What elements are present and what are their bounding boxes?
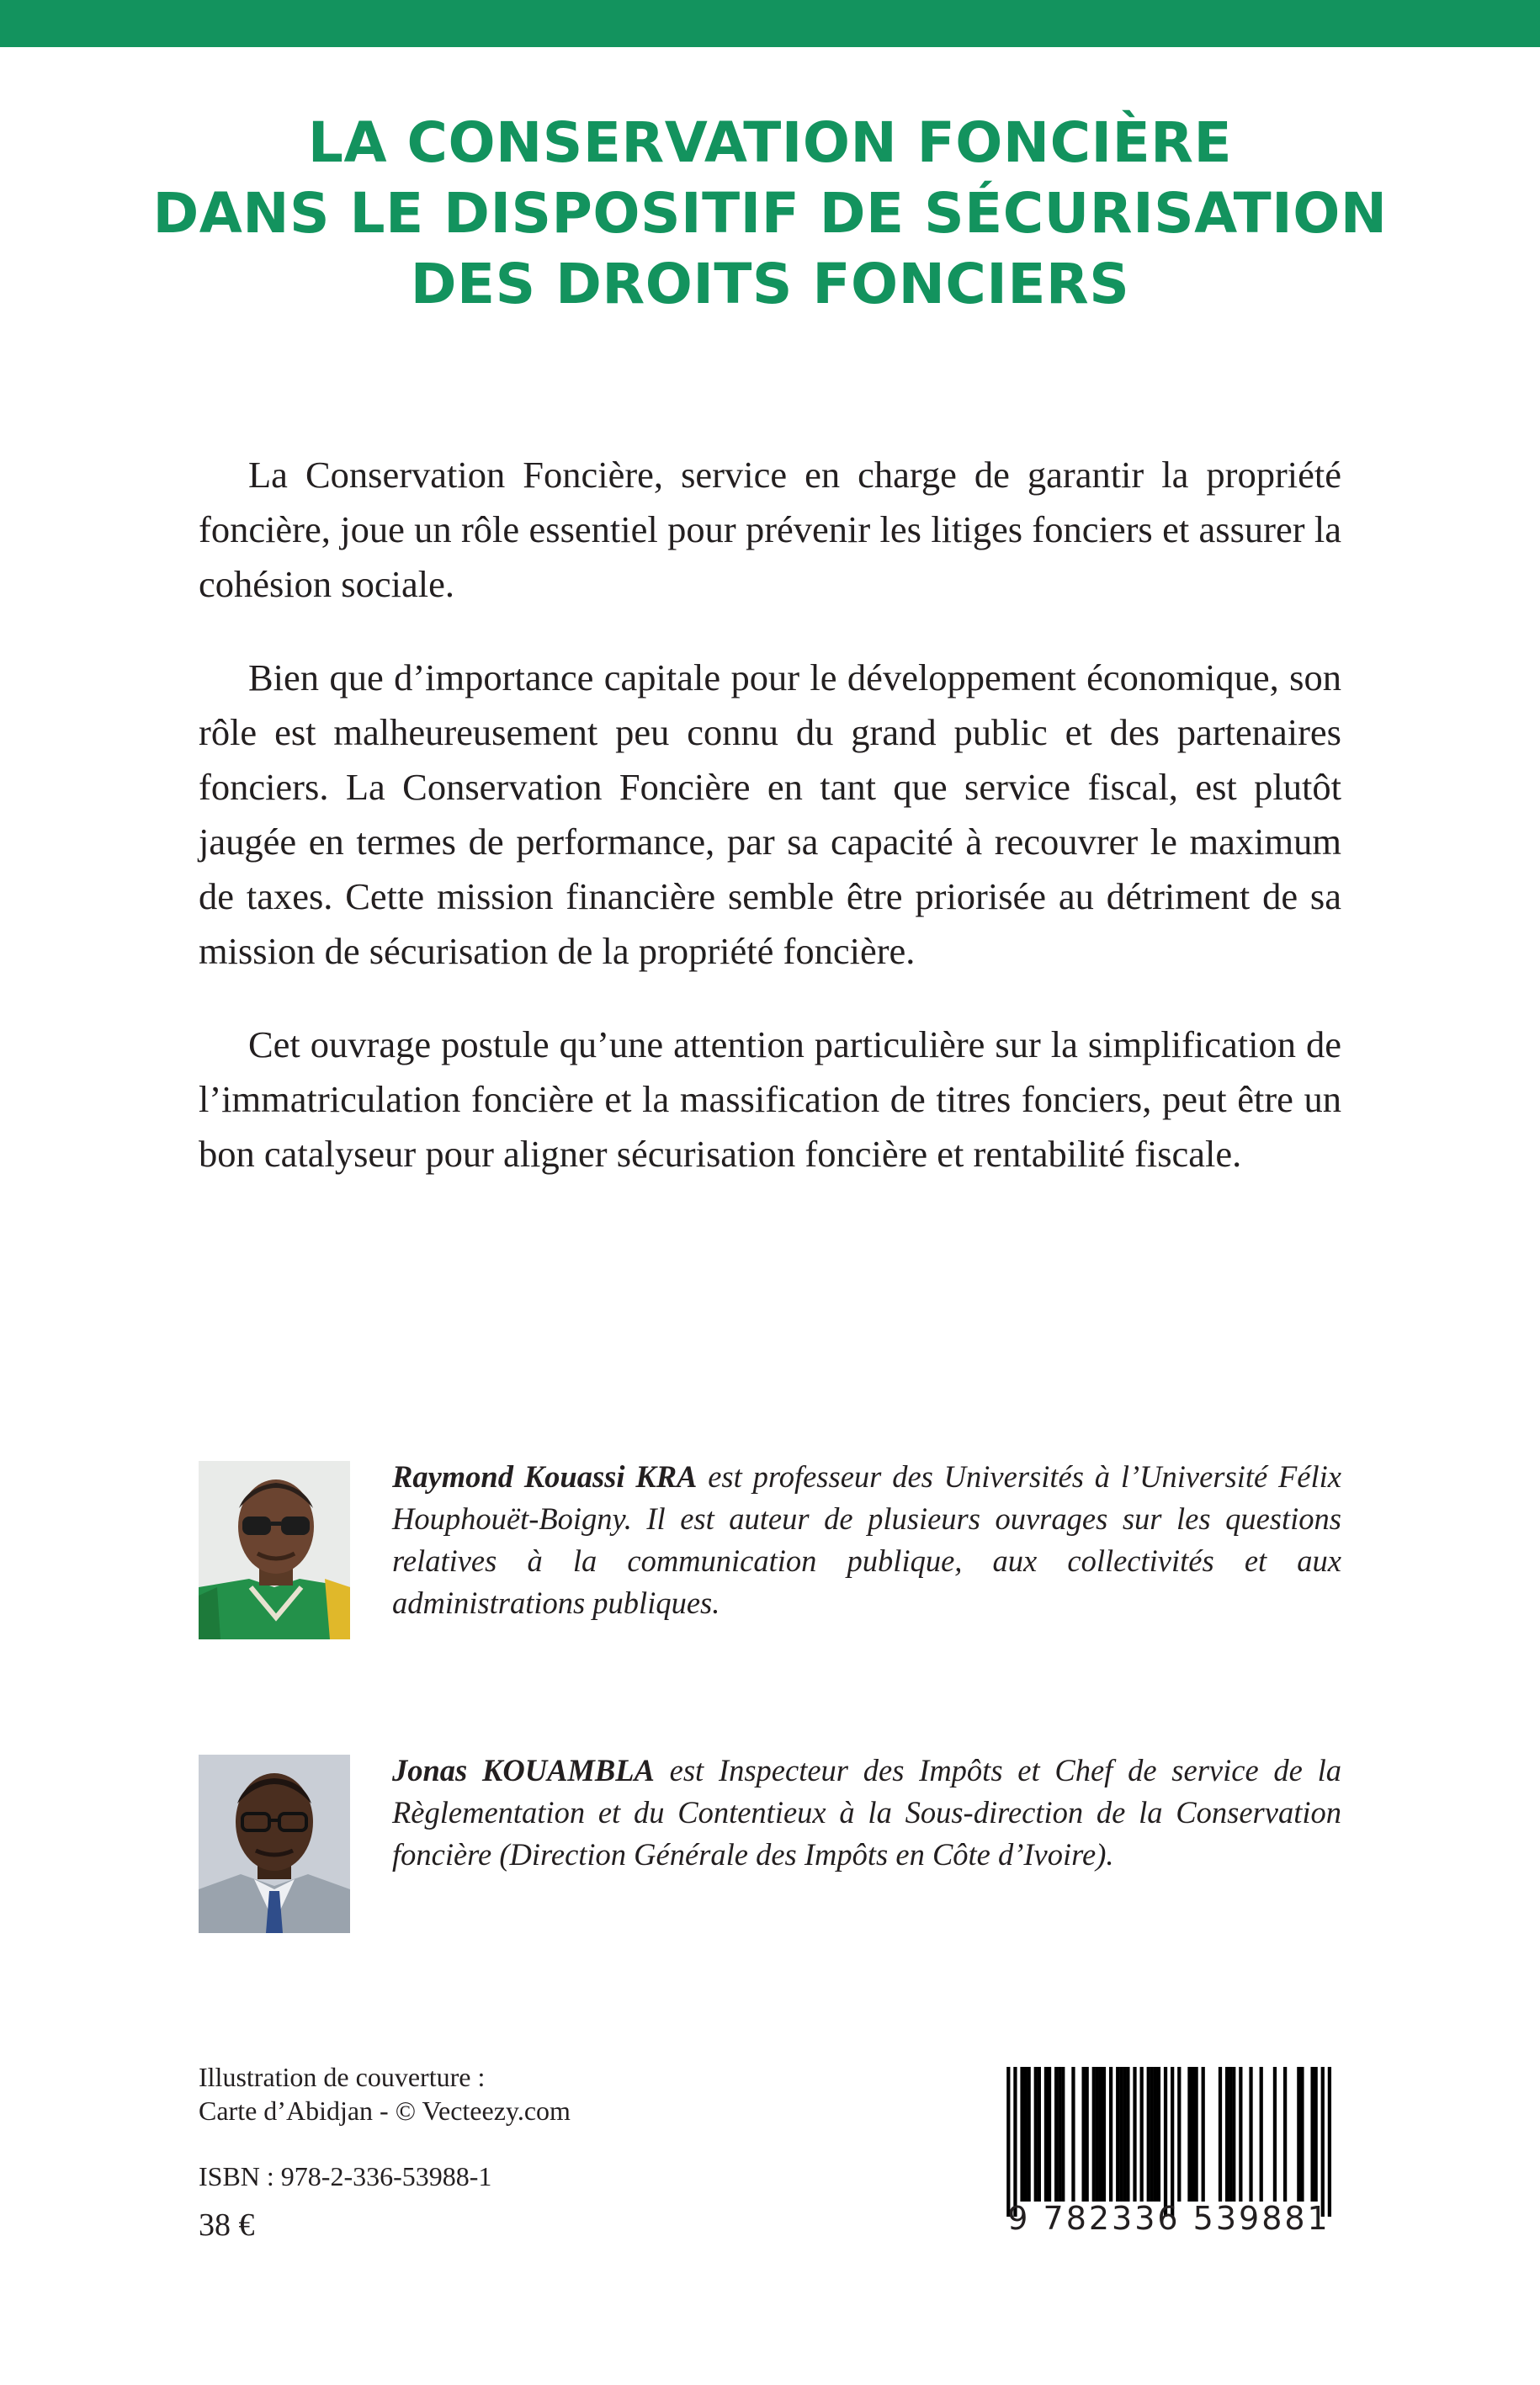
barcode-bar <box>1229 2067 1232 2202</box>
author-photo-2 <box>199 1755 350 1933</box>
author-bio-1 <box>392 1456 1341 1624</box>
author-photo-1 <box>199 1461 350 1639</box>
barcode-bar <box>1157 2067 1160 2202</box>
barcode-bar <box>1071 2067 1075 2202</box>
barcode-bar <box>1006 2067 1010 2217</box>
barcode-digits: 9 782336 539881 <box>1007 2200 1330 2237</box>
barcode-bar <box>1187 2067 1191 2202</box>
barcode-bar <box>1028 2067 1031 2202</box>
barcode-bar <box>1140 2067 1144 2202</box>
barcode-bar <box>1310 2067 1314 2202</box>
barcode-bar <box>1164 2067 1167 2217</box>
cover-illustration-credits <box>199 2060 571 2127</box>
barcode-bar <box>1038 2067 1041 2202</box>
barcode-bar <box>1219 2067 1222 2202</box>
barcode-bar <box>1321 2067 1325 2217</box>
author-portrait-2-image <box>199 1755 350 1933</box>
barcode-bar <box>1225 2067 1229 2202</box>
barcode-bar <box>1328 2067 1331 2217</box>
barcode-bar <box>1023 2067 1027 2202</box>
barcode-bar <box>1171 2067 1174 2217</box>
barcode-bar <box>1058 2067 1061 2202</box>
barcode-bar <box>1054 2067 1058 2202</box>
barcode-bar <box>1150 2067 1154 2202</box>
barcode-bar <box>1092 2067 1096 2202</box>
barcode-bar <box>1123 2067 1126 2202</box>
author-bio-2 <box>392 1750 1341 1876</box>
title-line-3: DES DROITS FONCIERS <box>410 252 1130 316</box>
barcode-bar <box>1099 2067 1102 2202</box>
book-title <box>0 108 1540 320</box>
barcode-bar <box>1119 2067 1123 2202</box>
blurb-paragraph-2: Bien que d’importance capitale pour le développement économique, son rôle est malheureusement peu connu du grand public et des partenaires fonciers. La Conservation Foncière en tant que service fiscal, est plutôt jaugée en termes de performance, par sa capacité à recouvrer le maximum de taxes. Cette mission financière semble être priorisée au détriment de sa mission de sécurisation de la propriété foncière. <box>199 656 1341 972</box>
title-line-1: LA CONSERVATION FONCIÈRE <box>307 110 1233 175</box>
barcode-bar <box>1283 2067 1287 2202</box>
barcode-bar <box>1086 2067 1089 2202</box>
barcode-bar <box>1273 2067 1277 2202</box>
barcode-bar <box>1109 2067 1113 2202</box>
author-bio-text-1: est professeur des Universités à l’Université Félix Houphouët-Boigny. Il est auteur de plusieurs ouvrages sur les questions relatives à la communication publique, aux collectivités et aux administrations publiques. <box>392 1459 1341 1620</box>
credits-line-2: Carte d’Abidjan - © Vecteezy.com <box>199 2096 571 2126</box>
barcode-bar <box>1133 2067 1136 2202</box>
barcode-bar <box>1048 2067 1051 2202</box>
isbn-barcode <box>996 2064 1341 2239</box>
barcode-bar <box>1297 2067 1300 2202</box>
barcode-bar <box>1081 2067 1085 2202</box>
back-cover-blurb <box>199 448 1341 1220</box>
barcode-bar <box>1232 2067 1235 2202</box>
barcode-bar <box>1102 2067 1106 2202</box>
barcode-bar <box>1177 2067 1181 2202</box>
barcode-bar <box>1061 2067 1065 2202</box>
barcode-bar <box>1260 2067 1263 2202</box>
top-color-band <box>0 0 1540 47</box>
barcode-bar <box>1154 2067 1157 2202</box>
barcode-bar <box>1126 2067 1129 2202</box>
author-bio-text-2: est Inspecteur des Impôts et Chef de service de la Règlementation et du Contentieux à la Sous-direction de la Conservation foncière (Direction Générale des Impôts en Côte d’Ivoire). <box>392 1753 1341 1872</box>
barcode-bar <box>1044 2067 1048 2202</box>
barcode-bar <box>1013 2067 1017 2217</box>
barcode-bar <box>1096 2067 1099 2202</box>
barcode-bar <box>1239 2067 1242 2202</box>
credits-line-1: Illustration de couverture : <box>199 2062 486 2092</box>
barcode-bar <box>1249 2067 1252 2202</box>
author-portrait-1-image <box>199 1461 350 1639</box>
price: 38 € <box>199 2207 255 2243</box>
barcode-bar <box>1314 2067 1318 2202</box>
barcode-bar <box>1300 2067 1304 2202</box>
barcode-bar <box>1116 2067 1119 2202</box>
barcode-bar <box>1034 2067 1038 2202</box>
barcode-bar <box>1147 2067 1150 2202</box>
title-line-2: DANS LE DISPOSITIF DE SÉCURISATION <box>152 181 1388 246</box>
isbn: ISBN : 978-2-336-53988-1 <box>199 2161 492 2191</box>
author-name-2: Jonas KOUAMBLA <box>392 1753 655 1787</box>
barcode-bar <box>1202 2067 1205 2202</box>
blurb-paragraph-1: La Conservation Foncière, service en charge de garantir la propriété foncière, joue un rôle essentiel pour prévenir les litiges fonciers et assurer la cohésion sociale. <box>199 454 1341 605</box>
blurb-paragraph-3: Cet ouvrage postule qu’une attention particulière sur la simplification de l’immatriculation foncière et la massification de titres fonciers, peut être un bon catalyseur pour aligner sécurisation foncière et rentabilité fiscale. <box>199 1023 1341 1175</box>
author-name-1: Raymond Kouassi KRA <box>392 1459 698 1494</box>
barcode-bar <box>1191 2067 1194 2202</box>
barcode-bar <box>1020 2067 1023 2202</box>
barcode-bar <box>1194 2067 1197 2202</box>
